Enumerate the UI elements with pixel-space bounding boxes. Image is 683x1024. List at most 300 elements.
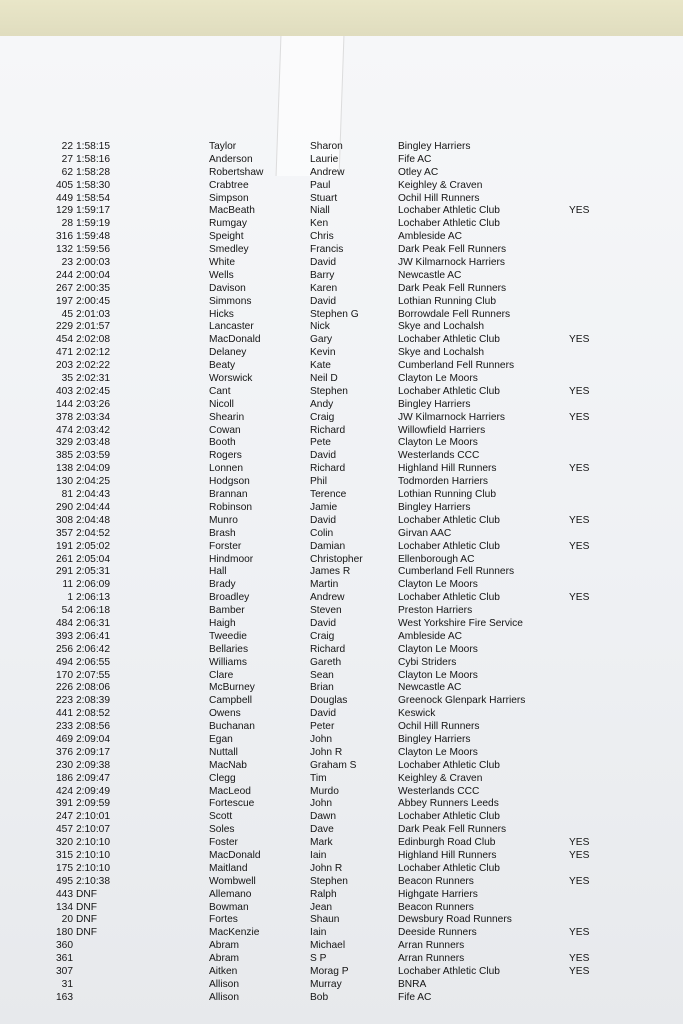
surname: Maitland [209,862,248,874]
first-name: Graham S [310,759,357,771]
result-row [0,437,683,450]
result-row [0,798,683,811]
result-row [0,193,683,206]
first-name: Martin [310,579,339,591]
yes-flag: YES [569,411,590,423]
surname: Beaty [209,360,236,372]
club-name: Beacon Runners [398,901,474,913]
surname: Brash [209,527,236,539]
finish-time: 2:04:43 [76,489,110,501]
first-name: Iain [310,927,327,939]
first-name: Craig [310,630,335,642]
surname: Bellaries [209,643,249,655]
first-name: Richard [310,463,346,475]
finish-time: 2:06:18 [76,605,110,617]
first-name: John [310,733,333,745]
club-name: Lochaber Athletic Club [398,759,500,771]
result-row [0,283,683,296]
result-row [0,773,683,786]
result-row [0,502,683,515]
finish-time: 2:10:07 [76,824,110,836]
first-name: Chris [310,231,334,243]
club-name: Borrowdale Fell Runners [398,308,511,320]
club-name: Clayton Le Moors [398,437,478,449]
result-row [0,296,683,309]
finish-time: 2:01:03 [76,308,110,320]
race-number: 316 [56,231,73,243]
first-name: Mark [310,837,333,849]
club-name: Edinburgh Road Club [398,837,496,849]
surname: MacDonald [209,334,261,346]
result-row [0,231,683,244]
club-name: Fife AC [398,991,432,1003]
race-number: 457 [56,824,73,836]
surname: Hall [209,566,227,578]
first-name: Douglas [310,695,348,707]
result-row [0,309,683,322]
result-row [0,554,683,567]
finish-time: 1:59:56 [76,244,110,256]
club-name: Clayton Le Moors [398,643,478,655]
finish-time: 1:58:16 [76,153,110,165]
surname: Shearin [209,411,245,423]
finish-time: 2:02:45 [76,385,110,397]
club-name: JW Kilmarnock Harriers [398,257,505,269]
result-row [0,682,683,695]
first-name: David [310,295,337,307]
result-row [0,257,683,270]
finish-time: 1:58:15 [76,141,110,152]
first-name: Damian [310,540,346,552]
result-row [0,824,683,837]
first-name: David [310,514,337,526]
first-name: Michael [310,940,346,952]
surname: Hodgson [209,476,250,488]
surname: Haigh [209,617,236,629]
first-name: Jean [310,901,333,913]
club-name: Keswick [398,708,436,720]
finish-time: 1:59:48 [76,231,110,243]
race-number: 197 [56,295,73,307]
first-name: Richard [310,424,346,436]
surname: Brady [209,579,236,591]
surname: Owens [209,708,241,720]
race-number: 256 [56,643,73,655]
club-name: Bingley Harriers [398,398,471,410]
finish-time: 2:10:38 [76,875,110,887]
surname: Nicoll [209,398,234,410]
result-row [0,966,683,979]
club-name: Clayton Le Moors [398,373,478,385]
yes-flag: YES [569,927,590,939]
result-row [0,270,683,283]
result-row [0,605,683,618]
result-row [0,618,683,631]
surname: Taylor [209,141,237,152]
race-number: 22 [61,141,73,152]
club-name: BNRA [398,978,427,990]
first-name: Barry [310,269,335,281]
surname: Bowman [209,901,249,913]
first-name: Paul [310,179,331,191]
result-row [0,695,683,708]
result-row [0,670,683,683]
result-row [0,347,683,360]
result-row [0,940,683,953]
first-name: Iain [310,849,327,861]
first-name: David [310,617,337,629]
club-name: Lochaber Athletic Club [398,592,500,604]
race-number: 223 [56,695,73,707]
race-number: 45 [61,308,73,320]
first-name: Neil D [310,373,338,385]
club-name: Lochaber Athletic Club [398,862,500,874]
race-number: 226 [56,682,73,694]
club-name: Lochaber Athletic Club [398,334,500,346]
club-name: Westerlands CCC [398,450,480,462]
club-name: Clayton Le Moors [398,579,478,591]
race-number: 307 [56,966,73,977]
surname: Clegg [209,772,236,784]
surname: Forster [209,540,242,552]
finish-time: 1:58:54 [76,192,110,204]
first-name: Shaun [310,914,340,926]
surname: Brannan [209,489,248,501]
club-name: Arran Runners [398,940,465,952]
yes-flag: YES [569,849,590,861]
club-name: Bingley Harriers [398,501,471,513]
surname: Delaney [209,347,247,359]
surname: Aitken [209,966,238,977]
club-name: Cumberland Fell Runners [398,360,515,372]
yes-flag: YES [569,334,590,346]
first-name: Sean [310,669,334,681]
result-row [0,244,683,257]
yes-flag: YES [569,953,590,965]
surname: Munro [209,514,238,526]
race-number: 54 [61,605,73,617]
finish-time: 2:04:09 [76,463,110,475]
club-name: Lochaber Athletic Club [398,514,500,526]
finish-time: 2:04:44 [76,501,110,513]
result-row [0,927,683,940]
first-name: John [310,798,333,810]
race-number: 449 [56,192,73,204]
finish-time: 2:00:35 [76,282,110,294]
result-row [0,979,683,992]
surname: Wells [209,269,234,281]
race-number: 247 [56,811,73,823]
first-name: David [310,708,337,720]
surname: Booth [209,437,236,449]
finish-time: 1:59:17 [76,205,110,217]
result-row [0,450,683,463]
club-name: Greenock Glenpark Harriers [398,695,526,707]
finish-time: DNF [76,901,97,913]
surname: Hindmoor [209,553,254,565]
race-number: 191 [56,540,73,552]
finish-time: 2:10:10 [76,862,110,874]
club-name: Ochil Hill Runners [398,192,480,204]
first-name: Ken [310,218,329,230]
club-name: Arran Runners [398,953,465,965]
finish-time: 2:06:13 [76,592,110,604]
club-name: Girvan AAC [398,527,452,539]
finish-time: 1:58:30 [76,179,110,191]
race-number: 20 [61,914,73,926]
first-name: Stuart [310,192,338,204]
race-number: 129 [56,205,73,217]
surname: Abram [209,953,240,965]
club-name: Highgate Harriers [398,888,478,900]
club-name: Bingley Harriers [398,141,471,152]
result-row [0,631,683,644]
surname: MacLeod [209,785,251,797]
finish-time: 2:01:57 [76,321,110,333]
club-name: Ambleside AC [398,630,462,642]
surname: Allison [209,978,240,990]
surname: Buchanan [209,721,255,733]
first-name: Niall [310,205,330,217]
finish-time: 2:06:31 [76,617,110,629]
result-row [0,489,683,502]
first-name: Richard [310,643,346,655]
race-number: 132 [56,244,73,256]
race-number: 454 [56,334,73,346]
finish-time: 2:00:04 [76,269,110,281]
first-name: Sharon [310,141,343,152]
club-name: West Yorkshire Fire Service [398,617,523,629]
first-name: Bob [310,991,329,1003]
result-row [0,154,683,167]
finish-time: 2:08:52 [76,708,110,720]
race-number: 27 [61,153,73,165]
race-number: 62 [61,166,73,178]
club-name: Clayton Le Moors [398,746,478,758]
finish-time: 2:09:49 [76,785,110,797]
finish-time: 2:02:31 [76,373,110,385]
race-number: 31 [61,978,73,990]
race-number: 471 [56,347,73,359]
first-name: Murray [310,978,342,990]
race-number: 376 [56,746,73,758]
club-name: Skye and Lochalsh [398,321,485,333]
result-row [0,386,683,399]
first-name: Laurie [310,153,339,165]
first-name: Dawn [310,811,337,823]
race-number: 291 [56,566,73,578]
finish-time: 1:58:28 [76,166,110,178]
result-row [0,850,683,863]
race-number: 244 [56,269,73,281]
result-row [0,321,683,334]
race-number: 403 [56,385,73,397]
race-number: 441 [56,708,73,720]
first-name: Kevin [310,347,336,359]
club-name: Newcastle AC [398,269,462,281]
result-row [0,476,683,489]
race-number: 35 [61,373,73,385]
race-number: 424 [56,785,73,797]
race-number: 474 [56,424,73,436]
first-name: Colin [310,527,334,539]
result-row [0,425,683,438]
finish-time: 2:03:34 [76,411,110,423]
finish-time: 2:02:22 [76,360,110,372]
race-number: 361 [56,953,73,965]
first-name: John R [310,746,343,758]
race-number: 180 [56,927,73,939]
first-name: S P [310,953,327,965]
surname: Abram [209,940,240,952]
result-row [0,463,683,476]
finish-time: 2:03:48 [76,437,110,449]
finish-time: 1:59:19 [76,218,110,230]
surname: Foster [209,837,238,849]
club-name: Willowfield Harriers [398,424,486,436]
club-name: Cumberland Fell Runners [398,566,515,578]
yes-flag: YES [569,540,590,552]
club-name: Highland Hill Runners [398,849,497,861]
result-row [0,167,683,180]
club-name: Lothian Running Club [398,489,496,501]
club-name: Todmorden Harriers [398,476,489,488]
club-name: Keighley & Craven [398,772,483,784]
first-name: Stephen G [310,308,359,320]
result-row [0,218,683,231]
surname: Egan [209,733,233,745]
first-name: David [310,257,337,269]
club-name: Dewsbury Road Runners [398,914,512,926]
yes-flag: YES [569,385,590,397]
club-name: Lochaber Athletic Club [398,218,500,230]
race-number: 229 [56,321,73,333]
race-number: 233 [56,721,73,733]
finish-time: 2:05:31 [76,566,110,578]
finish-time: 2:10:01 [76,811,110,823]
surname: Worswick [209,373,253,385]
club-name: Lochaber Athletic Club [398,385,500,397]
result-row [0,992,683,1005]
result-row [0,579,683,592]
surname: Simmons [209,295,252,307]
club-name: JW Kilmarnock Harriers [398,411,505,423]
first-name: Pete [310,437,331,449]
club-name: Dark Peak Fell Runners [398,824,507,836]
race-number: 144 [56,398,73,410]
race-number: 308 [56,514,73,526]
race-number: 484 [56,617,73,629]
surname: MacNab [209,759,247,771]
result-row [0,399,683,412]
result-row [0,863,683,876]
race-number: 267 [56,282,73,294]
result-row [0,902,683,915]
result-row [0,747,683,760]
race-number: 469 [56,733,73,745]
race-number: 357 [56,527,73,539]
yes-flag: YES [569,837,590,849]
race-number: 163 [56,991,73,1003]
club-name: Clayton Le Moors [398,669,478,681]
surname: Williams [209,656,247,668]
first-name: Stephen [310,385,348,397]
finish-time: 2:06:55 [76,656,110,668]
result-row [0,708,683,721]
surname: Simpson [209,192,249,204]
race-number: 170 [56,669,73,681]
surname: White [209,257,236,269]
club-name: Ellenborough AC [398,553,475,565]
finish-time: 2:07:55 [76,669,110,681]
race-number: 290 [56,501,73,513]
finish-time: 2:03:42 [76,424,110,436]
surname: Smedley [209,244,249,256]
finish-time: 2:02:12 [76,347,110,359]
finish-time: 2:08:39 [76,695,110,707]
first-name: Terence [310,489,347,501]
surname: Cant [209,385,231,397]
surname: Soles [209,824,235,836]
club-name: Skye and Lochalsh [398,347,485,359]
race-number: 329 [56,437,73,449]
club-name: Lochaber Athletic Club [398,540,500,552]
result-row [0,734,683,747]
club-name: Bingley Harriers [398,733,471,745]
result-row [0,373,683,386]
first-name: David [310,450,337,462]
result-row [0,657,683,670]
first-name: Christopher [310,553,363,565]
race-number: 130 [56,476,73,488]
first-name: Andrew [310,166,345,178]
yes-flag: YES [569,875,590,887]
first-name: Peter [310,721,335,733]
result-row [0,644,683,657]
surname: Allison [209,991,240,1003]
first-name: Kate [310,360,331,372]
race-number: 261 [56,553,73,565]
club-name: Dark Peak Fell Runners [398,244,507,256]
surname: Cowan [209,424,241,436]
finish-time: 2:09:17 [76,746,110,758]
race-number: 360 [56,940,73,952]
result-row [0,566,683,579]
race-number: 81 [61,489,73,501]
surname: Nuttall [209,746,238,758]
race-number: 230 [56,759,73,771]
first-name: Nick [310,321,330,333]
finish-time: DNF [76,914,97,926]
club-name: Ochil Hill Runners [398,721,480,733]
finish-time: 2:05:02 [76,540,110,552]
yes-flag: YES [569,592,590,604]
first-name: Phil [310,476,327,488]
race-number: 393 [56,630,73,642]
club-name: Abbey Runners Leeds [398,798,499,810]
club-name: Lochaber Athletic Club [398,966,500,977]
result-row [0,205,683,218]
result-row [0,760,683,773]
finish-time: 2:04:25 [76,476,110,488]
result-row [0,592,683,605]
finish-time: 2:06:09 [76,579,110,591]
finish-time: 2:00:45 [76,295,110,307]
finish-time: 2:10:10 [76,837,110,849]
result-row [0,515,683,528]
finish-time: 2:09:38 [76,759,110,771]
first-name: Jamie [310,501,338,513]
